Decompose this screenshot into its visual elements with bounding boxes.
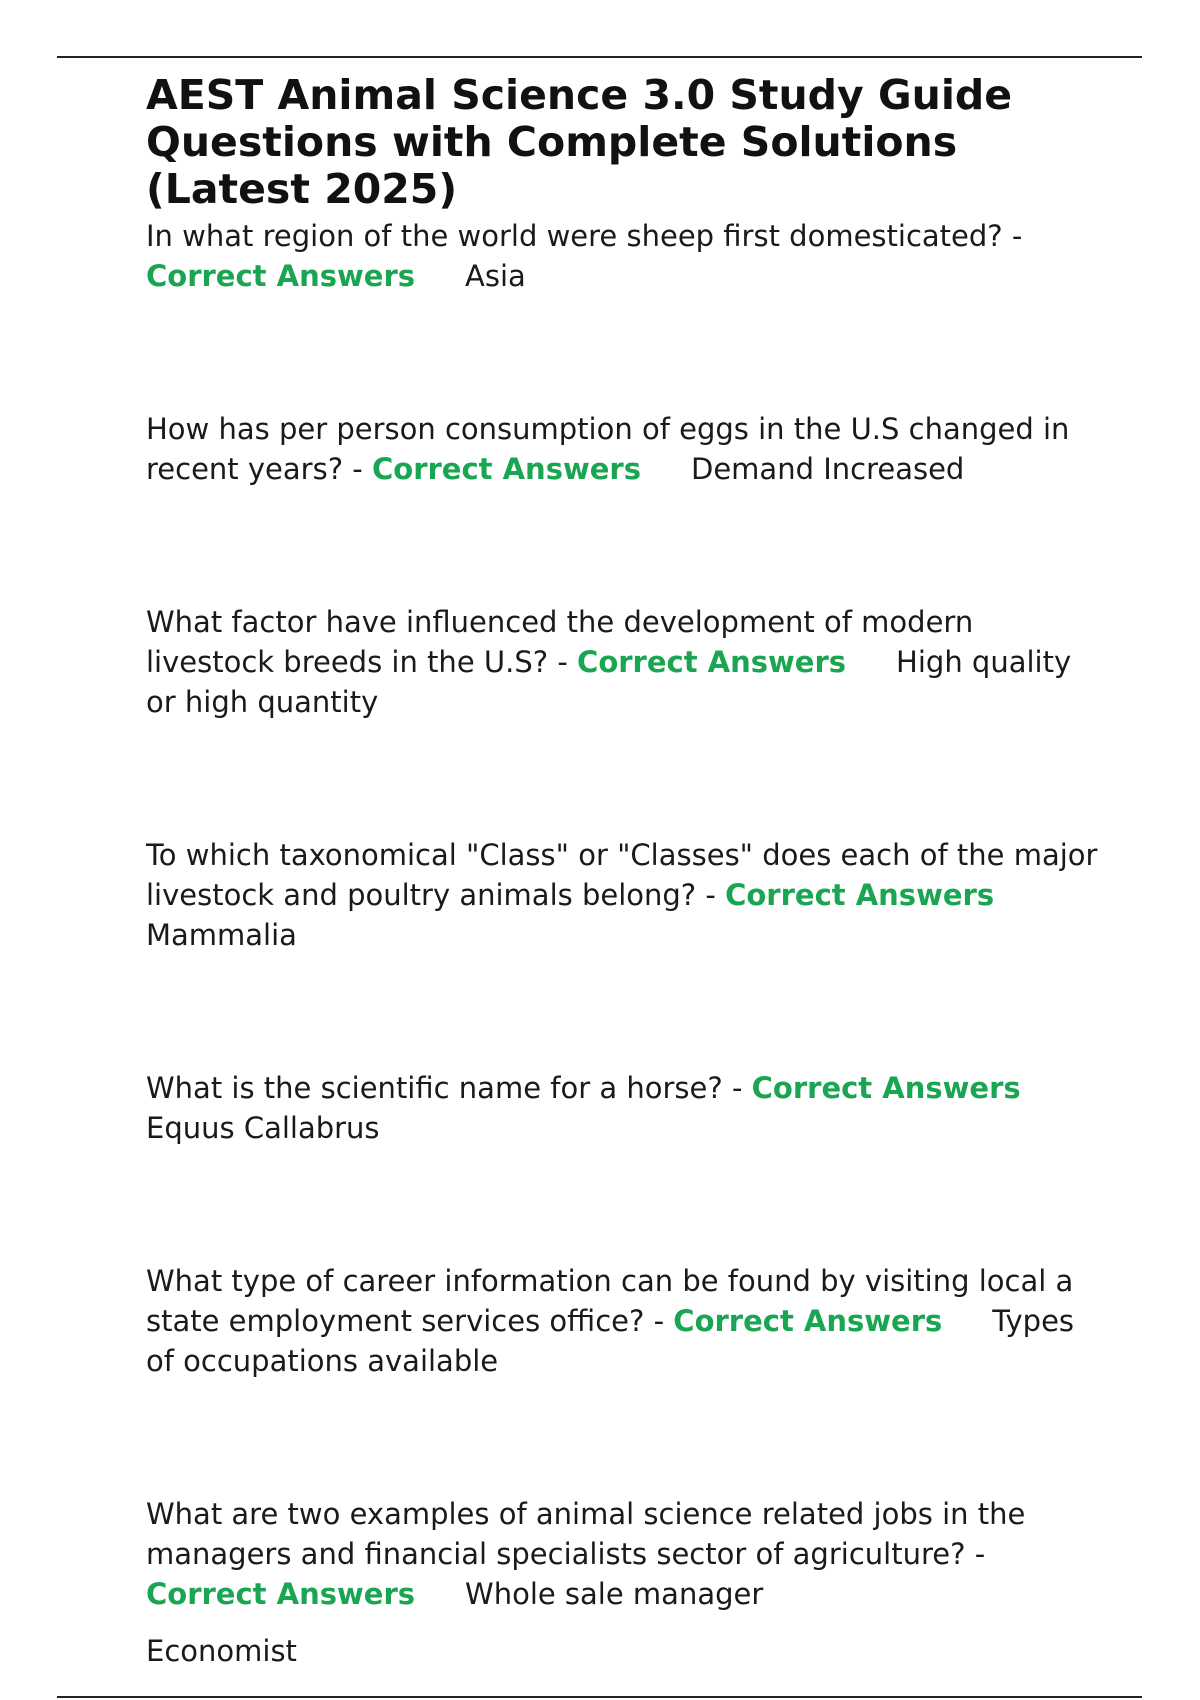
- answer-text: Types of occupations available: [146, 1304, 1075, 1378]
- extra-answer-line: Economist: [146, 1634, 297, 1668]
- answer-text: High quality or high quantity: [146, 645, 1072, 719]
- answer-text: Demand Increased: [691, 452, 965, 486]
- answer-text: Equus Callabrus: [146, 1111, 380, 1145]
- qa-item: [146, 409, 1106, 489]
- qa-item: [146, 1068, 1106, 1148]
- answer-label: Correct Answers: [577, 645, 847, 679]
- qa-item: [146, 1261, 1106, 1381]
- qa-item: [146, 216, 1106, 296]
- question-text: What factor have influenced the development of modern livestock breeds in the U.S? -: [146, 605, 974, 679]
- answer-label: Correct Answers: [725, 878, 995, 912]
- answer-text: Whole sale manager: [465, 1577, 764, 1611]
- document-title: AEST Animal Science 3.0 Study Guide Questions with Complete Solutions (Latest 2025): [146, 71, 1013, 213]
- qa-item: [146, 602, 1106, 722]
- question-text: What type of career information can be found by visiting local a state employment services office? -: [146, 1264, 1074, 1338]
- qa-item: [146, 1494, 1106, 1614]
- answer-label: Correct Answers: [146, 1577, 416, 1611]
- answer-label: Correct Answers: [146, 259, 416, 293]
- question-text: What is the scientific name for a horse? -: [146, 1071, 752, 1105]
- top-rule: [57, 56, 1142, 58]
- qa-item: [146, 835, 1106, 955]
- question-text: In what region of the world were sheep first domesticated? -: [146, 219, 1023, 253]
- answer-label: Correct Answers: [673, 1304, 943, 1338]
- answer-label: Correct Answers: [751, 1071, 1021, 1105]
- answer-label: Correct Answers: [371, 452, 641, 486]
- answer-text: Mammalia: [146, 918, 297, 952]
- question-text: How has per person consumption of eggs in the U.S changed in recent years? -: [146, 412, 1070, 486]
- question-text: What are two examples of animal science related jobs in the managers and financial specialists sector of agriculture? -: [146, 1497, 1026, 1571]
- document-body: [146, 72, 1106, 1700]
- question-text: To which taxonomical "Class" or "Classes" does each of the major livestock and poultry animals belong? -: [146, 838, 1098, 912]
- answer-text: Asia: [465, 259, 526, 293]
- bottom-rule: [57, 1696, 1142, 1698]
